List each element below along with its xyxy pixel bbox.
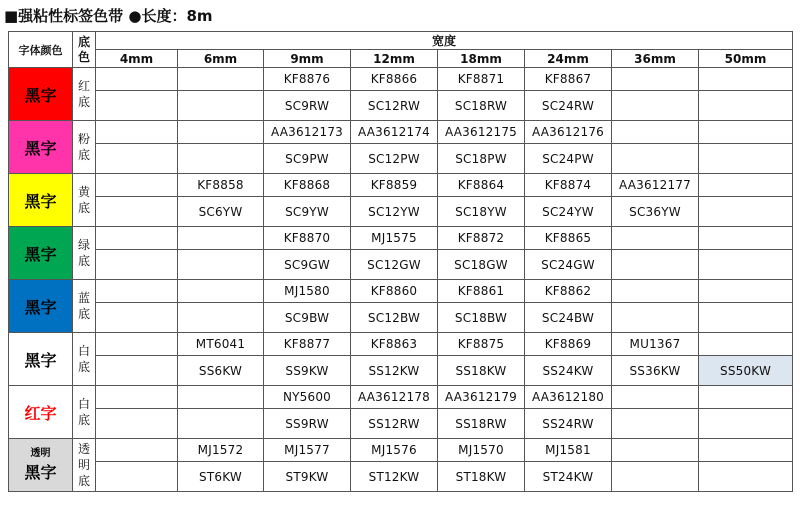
code-cell bbox=[699, 333, 793, 356]
code-cell bbox=[612, 68, 699, 91]
code-cell bbox=[96, 227, 178, 250]
code-cell: KF8862 bbox=[525, 280, 612, 303]
table-row bbox=[9, 386, 793, 409]
model-cell bbox=[699, 462, 793, 492]
model-cell bbox=[699, 144, 793, 174]
font-color-cell bbox=[9, 227, 73, 280]
model-cell: ST24KW bbox=[525, 462, 612, 492]
table-row bbox=[9, 174, 793, 197]
model-cell: SC24BW bbox=[525, 303, 612, 333]
width-col-header: 36mm bbox=[612, 50, 699, 68]
code-cell: KF8871 bbox=[438, 68, 525, 91]
bg-color-header-text: 底 色 bbox=[77, 34, 90, 64]
code-cell: AA3612179 bbox=[438, 386, 525, 409]
model-cell bbox=[612, 462, 699, 492]
code-cell: KF8877 bbox=[264, 333, 351, 356]
model-cell bbox=[96, 356, 178, 386]
model-cell: SS50KW bbox=[699, 356, 793, 386]
model-cell bbox=[178, 144, 264, 174]
model-cell: SS18RW bbox=[438, 409, 525, 439]
model-cell bbox=[178, 303, 264, 333]
code-cell: MJ1576 bbox=[351, 439, 438, 462]
width-header: 宽度 bbox=[96, 32, 793, 50]
code-cell: KF8863 bbox=[351, 333, 438, 356]
code-cell: MT6041 bbox=[178, 333, 264, 356]
code-cell: MJ1581 bbox=[525, 439, 612, 462]
model-cell: SC12YW bbox=[351, 197, 438, 227]
table-header bbox=[9, 32, 793, 68]
font-label: 黑字 bbox=[24, 85, 57, 105]
code-cell bbox=[612, 280, 699, 303]
model-cell: SC18BW bbox=[438, 303, 525, 333]
font-label: 黑字 bbox=[24, 138, 57, 158]
width-col-header: 24mm bbox=[525, 50, 612, 68]
model-cell bbox=[699, 197, 793, 227]
code-cell bbox=[612, 439, 699, 462]
model-cell: SC9GW bbox=[264, 250, 351, 280]
code-cell: AA3612173 bbox=[264, 121, 351, 144]
font-label: 黑字 bbox=[24, 462, 57, 482]
code-cell bbox=[178, 227, 264, 250]
model-cell: ST18KW bbox=[438, 462, 525, 492]
model-cell bbox=[699, 250, 793, 280]
code-cell: KF8869 bbox=[525, 333, 612, 356]
table-row bbox=[9, 462, 793, 492]
code-cell bbox=[699, 439, 793, 462]
width-col-header: 9mm bbox=[264, 50, 351, 68]
model-cell: SC12GW bbox=[351, 250, 438, 280]
table-row bbox=[9, 333, 793, 356]
model-cell bbox=[699, 409, 793, 439]
model-cell: SS9RW bbox=[264, 409, 351, 439]
code-cell bbox=[699, 227, 793, 250]
code-cell bbox=[699, 386, 793, 409]
model-cell: ST12KW bbox=[351, 462, 438, 492]
code-cell: KF8861 bbox=[438, 280, 525, 303]
code-cell: AA3612174 bbox=[351, 121, 438, 144]
font-color-cell bbox=[9, 280, 73, 333]
code-cell: AA3612177 bbox=[612, 174, 699, 197]
model-cell bbox=[178, 250, 264, 280]
model-cell: SS12KW bbox=[351, 356, 438, 386]
model-cell: SS9KW bbox=[264, 356, 351, 386]
bg-name-cell: 黄 底 bbox=[73, 174, 96, 227]
model-cell: SC24GW bbox=[525, 250, 612, 280]
table-row bbox=[9, 144, 793, 174]
code-cell: KF8858 bbox=[178, 174, 264, 197]
width-col-header: 6mm bbox=[178, 50, 264, 68]
font-color-cell bbox=[9, 333, 73, 386]
table-row bbox=[9, 409, 793, 439]
model-cell bbox=[96, 250, 178, 280]
model-cell: SC36YW bbox=[612, 197, 699, 227]
model-cell: SS6KW bbox=[178, 356, 264, 386]
font-color-cell bbox=[9, 121, 73, 174]
model-cell: SS12RW bbox=[351, 409, 438, 439]
model-cell: SC12RW bbox=[351, 91, 438, 121]
model-cell: SC12PW bbox=[351, 144, 438, 174]
code-cell bbox=[612, 121, 699, 144]
model-cell bbox=[612, 409, 699, 439]
model-cell bbox=[699, 303, 793, 333]
width-col-header: 18mm bbox=[438, 50, 525, 68]
code-cell: MJ1570 bbox=[438, 439, 525, 462]
font-label: 红字 bbox=[24, 403, 57, 423]
model-cell: SC18PW bbox=[438, 144, 525, 174]
model-cell: SS24KW bbox=[525, 356, 612, 386]
tape-table bbox=[8, 31, 793, 492]
font-label: 黑字 bbox=[24, 191, 57, 211]
font-color-cell bbox=[9, 386, 73, 439]
code-cell bbox=[96, 333, 178, 356]
code-cell bbox=[699, 68, 793, 91]
width-col-header: 12mm bbox=[351, 50, 438, 68]
model-cell: SC18RW bbox=[438, 91, 525, 121]
model-cell: SC9BW bbox=[264, 303, 351, 333]
code-cell: KF8876 bbox=[264, 68, 351, 91]
code-cell: KF8868 bbox=[264, 174, 351, 197]
model-cell: SC9YW bbox=[264, 197, 351, 227]
model-cell: SS18KW bbox=[438, 356, 525, 386]
font-label: 黑字 bbox=[24, 350, 57, 370]
code-cell: AA3612175 bbox=[438, 121, 525, 144]
table-row bbox=[9, 227, 793, 250]
code-cell bbox=[178, 68, 264, 91]
bg-color-header bbox=[73, 32, 96, 68]
code-cell: NY5600 bbox=[264, 386, 351, 409]
width-col-header: 50mm bbox=[699, 50, 793, 68]
table-row bbox=[9, 280, 793, 303]
code-cell bbox=[699, 280, 793, 303]
model-cell bbox=[612, 303, 699, 333]
font-label: 黑字 bbox=[24, 297, 57, 317]
code-cell bbox=[96, 439, 178, 462]
code-cell: KF8860 bbox=[351, 280, 438, 303]
bg-name-cell: 绿 底 bbox=[73, 227, 96, 280]
code-cell: KF8866 bbox=[351, 68, 438, 91]
code-cell bbox=[178, 386, 264, 409]
model-cell: SC18YW bbox=[438, 197, 525, 227]
code-cell: KF8867 bbox=[525, 68, 612, 91]
code-cell: KF8870 bbox=[264, 227, 351, 250]
table-row bbox=[9, 439, 793, 462]
code-cell bbox=[96, 280, 178, 303]
model-cell: SC24PW bbox=[525, 144, 612, 174]
code-cell: KF8865 bbox=[525, 227, 612, 250]
code-cell: MJ1580 bbox=[264, 280, 351, 303]
width-row bbox=[9, 50, 793, 68]
model-cell bbox=[96, 197, 178, 227]
table-row bbox=[9, 250, 793, 280]
table-row bbox=[9, 356, 793, 386]
code-cell: AA3612180 bbox=[525, 386, 612, 409]
model-cell: SC24YW bbox=[525, 197, 612, 227]
table-row bbox=[9, 91, 793, 121]
code-cell bbox=[699, 174, 793, 197]
code-cell: KF8875 bbox=[438, 333, 525, 356]
font-label: 黑字 bbox=[24, 244, 57, 264]
code-cell: MJ1572 bbox=[178, 439, 264, 462]
font-color-cell bbox=[9, 68, 73, 121]
font-color-cell bbox=[9, 174, 73, 227]
table-row bbox=[9, 121, 793, 144]
bg-name-cell: 蓝 底 bbox=[73, 280, 96, 333]
model-cell: SS24RW bbox=[525, 409, 612, 439]
bg-name-cell: 粉 底 bbox=[73, 121, 96, 174]
table-row bbox=[9, 197, 793, 227]
code-cell: MJ1575 bbox=[351, 227, 438, 250]
model-cell: SC9PW bbox=[264, 144, 351, 174]
code-cell: KF8859 bbox=[351, 174, 438, 197]
code-cell bbox=[96, 386, 178, 409]
model-cell: ST6KW bbox=[178, 462, 264, 492]
model-cell: SC12BW bbox=[351, 303, 438, 333]
model-cell: SC18GW bbox=[438, 250, 525, 280]
code-cell: MU1367 bbox=[612, 333, 699, 356]
font-sub-label: 透明 bbox=[30, 447, 51, 459]
model-cell bbox=[178, 91, 264, 121]
table-row bbox=[9, 68, 793, 91]
model-cell: SC9RW bbox=[264, 91, 351, 121]
model-cell: SC6YW bbox=[178, 197, 264, 227]
code-cell bbox=[178, 121, 264, 144]
model-cell bbox=[96, 409, 178, 439]
code-cell: KF8874 bbox=[525, 174, 612, 197]
bg-name-cell: 白 底 bbox=[73, 333, 96, 386]
model-cell bbox=[178, 409, 264, 439]
model-cell bbox=[96, 462, 178, 492]
code-cell bbox=[178, 280, 264, 303]
model-cell bbox=[96, 303, 178, 333]
model-cell bbox=[96, 91, 178, 121]
code-cell bbox=[96, 174, 178, 197]
bg-name-cell: 透 明 底 bbox=[73, 439, 96, 492]
code-cell: AA3612176 bbox=[525, 121, 612, 144]
code-cell: AA3612178 bbox=[351, 386, 438, 409]
code-cell: KF8864 bbox=[438, 174, 525, 197]
bg-name-cell: 红 底 bbox=[73, 68, 96, 121]
code-cell: KF8872 bbox=[438, 227, 525, 250]
code-cell: MJ1577 bbox=[264, 439, 351, 462]
model-cell: SC24RW bbox=[525, 91, 612, 121]
code-cell bbox=[96, 68, 178, 91]
model-cell bbox=[612, 91, 699, 121]
model-cell bbox=[612, 250, 699, 280]
model-cell bbox=[612, 144, 699, 174]
model-cell bbox=[699, 91, 793, 121]
model-cell: ST9KW bbox=[264, 462, 351, 492]
width-col-header: 4mm bbox=[96, 50, 178, 68]
code-cell bbox=[96, 121, 178, 144]
bg-name-cell: 白 底 bbox=[73, 386, 96, 439]
font-color-cell bbox=[9, 439, 73, 492]
table-body bbox=[9, 68, 793, 492]
model-cell bbox=[96, 144, 178, 174]
page-title: ■强粘性标签色带 ●长度：8m bbox=[4, 7, 213, 25]
model-cell: SS36KW bbox=[612, 356, 699, 386]
code-cell bbox=[612, 227, 699, 250]
table-row bbox=[9, 303, 793, 333]
code-cell bbox=[699, 121, 793, 144]
code-cell bbox=[612, 386, 699, 409]
font-color-header: 字体颜色 bbox=[9, 32, 73, 68]
